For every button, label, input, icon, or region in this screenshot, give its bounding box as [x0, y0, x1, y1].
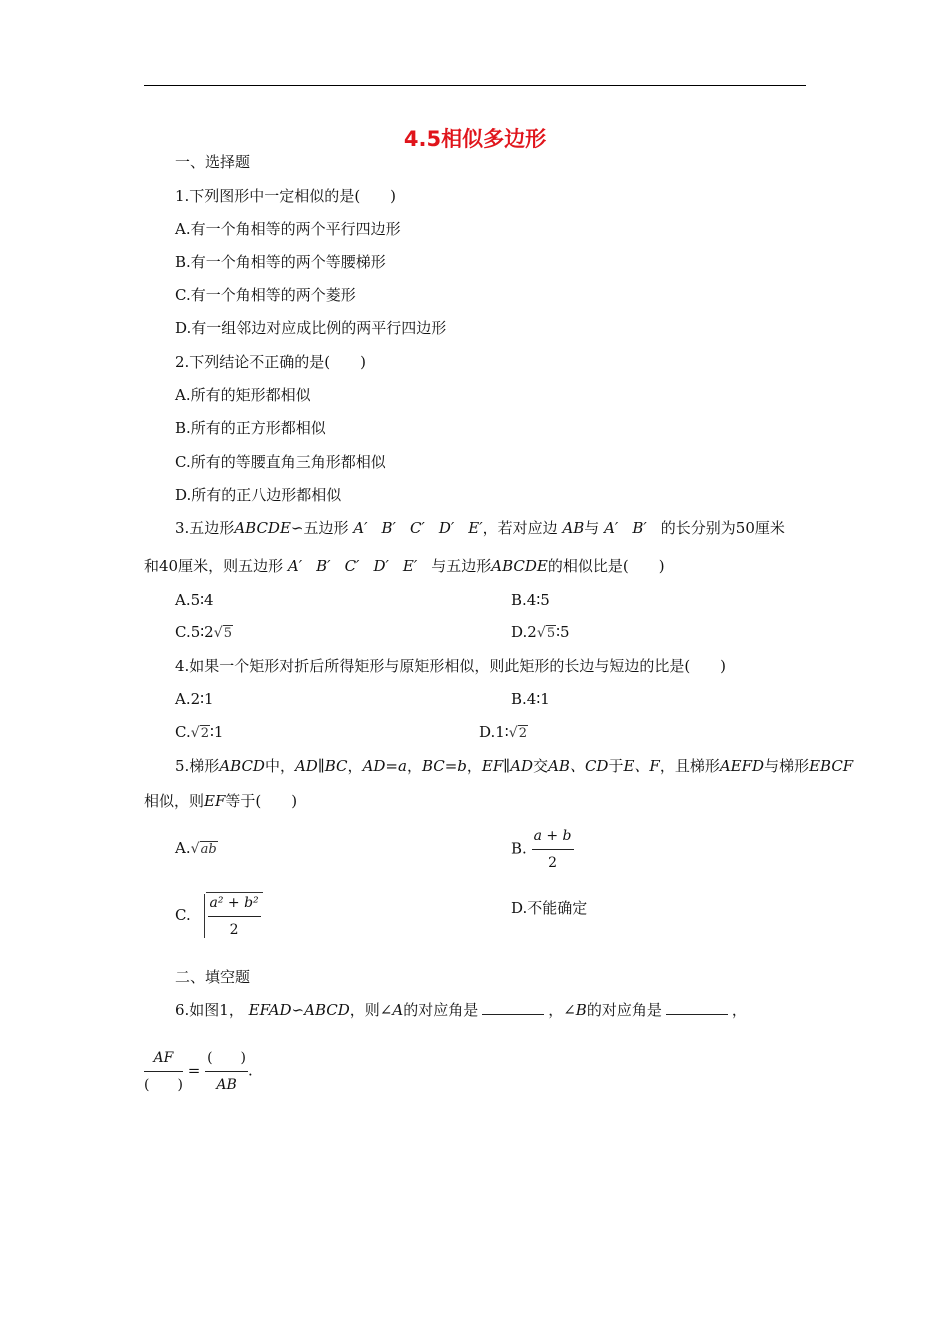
q3-vertex-d-prime: D′	[438, 519, 455, 537]
q5-bc-equals-b: BC=b	[421, 757, 467, 775]
fraction-numerator: ( )	[207, 1050, 247, 1066]
q3-vertex-a-prime: A′	[287, 557, 303, 575]
q5-option-b	[511, 826, 574, 873]
q5-option-a	[175, 838, 218, 860]
q6-text: ，	[731, 1001, 747, 1019]
page-title: 4.5相似多边形	[403, 127, 547, 151]
q6-text: ，则∠	[349, 1001, 393, 1019]
q3-vertex-b-prime: B′	[316, 557, 331, 575]
q6-text: 的对应角是	[586, 1001, 662, 1019]
q5-text: ，	[466, 757, 482, 775]
q3-text: 与	[584, 519, 600, 537]
q3-text: ∽五边形	[290, 519, 349, 537]
period: .	[248, 1061, 253, 1080]
q5-text: 于	[608, 757, 624, 775]
q2-option-a: A.所有的矩形都相似	[175, 386, 311, 404]
q5-points-e-f: E、F	[623, 757, 660, 775]
q5-option-d: D.不能确定	[511, 899, 588, 917]
radicand: 5	[223, 626, 232, 641]
q3-vertex-a-prime: A′	[353, 519, 368, 537]
q5-text: 等于( )	[225, 792, 298, 810]
q5-segment-ef: EF	[204, 792, 226, 810]
q5-option-c-text: C.	[175, 906, 191, 924]
q3-option-d	[511, 622, 570, 644]
fraction-denominator: AB	[216, 1077, 237, 1093]
q5-stem-line1	[175, 756, 853, 776]
fraction	[205, 1048, 248, 1095]
fraction-numerator: a² + b²	[209, 895, 259, 911]
sqrt-symbol	[537, 624, 556, 644]
q6-angle-b: B	[575, 1001, 587, 1019]
q3-pentagon-abcde: ABCDE	[234, 519, 291, 537]
q6-text: 6.如图1，	[175, 1001, 244, 1019]
q2-option-b: B.所有的正方形都相似	[175, 419, 326, 437]
q3-vertex-e-prime: E′	[402, 557, 418, 575]
sqrt-symbol	[214, 624, 233, 644]
q6-similarity: EFAD∽ABCD	[248, 1001, 350, 1019]
q5-parallel-ef-ad: EF∥AD	[481, 757, 534, 775]
q3-vertex-d-prime: D′	[373, 557, 389, 575]
radicand: 2	[200, 726, 209, 741]
q3-option-a: A.5∶4	[175, 591, 214, 609]
q5-stem-line2	[144, 791, 297, 811]
header-rule	[144, 85, 806, 86]
q3-option-c-text: C.5∶2	[175, 623, 214, 641]
q4-option-b: B.4∶1	[511, 690, 550, 708]
sqrt-symbol	[191, 724, 210, 744]
q3-stem-line1	[175, 518, 785, 538]
q4-option-c-text: C.	[175, 723, 191, 741]
fraction-numerator: AF	[153, 1050, 174, 1066]
q5-text: ，且梯形	[659, 757, 720, 775]
q5-ad-equals-a: AD=a	[362, 757, 407, 775]
q6-text: ，∠	[548, 1001, 576, 1019]
fraction	[532, 826, 574, 873]
fraction-denominator: 2	[548, 855, 558, 871]
q4-option-a: A.2∶1	[175, 690, 214, 708]
fraction	[144, 1048, 183, 1095]
fraction-denominator: ( )	[144, 1077, 183, 1093]
answer-blank	[666, 1000, 728, 1015]
section-choice-heading: 一、选择题	[175, 153, 251, 171]
sqrt-symbol	[196, 892, 263, 940]
q3-stem-line2	[144, 556, 665, 576]
q3-text: 与五边形	[431, 557, 492, 575]
section-fill-heading: 二、填空题	[175, 968, 251, 986]
q1-option-b: B.有一个角相等的两个等腰梯形	[175, 253, 386, 271]
q3-text: ，若对应边	[482, 519, 558, 537]
q6-angle-a: A	[392, 1001, 404, 1019]
q3-vertex-b-prime: B′	[632, 519, 647, 537]
q5-text: 交	[533, 757, 549, 775]
q5-text: 与梯形	[764, 757, 810, 775]
q3-text: 和40厘米，则五边形	[144, 557, 284, 575]
q4-option-d	[479, 722, 528, 744]
radicand: 5	[546, 626, 556, 641]
q3-option-c	[175, 622, 233, 644]
q4-stem: 4.如果一个矩形对折后所得矩形与原矩形相似，则此矩形的长边与短边的比是( )	[175, 657, 727, 675]
fraction-bar	[208, 916, 261, 917]
q3-vertex-c-prime: C′	[409, 519, 425, 537]
q6-text: 的对应角是	[403, 1001, 479, 1019]
answer-blank	[482, 1000, 544, 1015]
q5-text: 相似，则	[144, 792, 205, 810]
q3-text: 的相似比是( )	[547, 557, 665, 575]
q3-text: 3.五边形	[175, 519, 235, 537]
fraction-bar	[532, 849, 574, 850]
q5-trapezoid-aefd: AEFD	[719, 757, 765, 775]
q5-text: ，	[406, 757, 422, 775]
q3-vertex-e-prime: E′	[468, 519, 483, 537]
radicand: 2	[518, 726, 527, 741]
fraction-bar	[205, 1071, 248, 1072]
q3-option-d-text: ∶5	[556, 623, 570, 641]
q5-parallel-ad-bc: AD∥BC	[294, 757, 348, 775]
q3-side-ab: AB	[562, 519, 585, 537]
fraction-numerator: a + b	[533, 828, 572, 844]
q5-sides-ab-cd: AB、CD	[548, 757, 609, 775]
q1-option-d: D.有一组邻边对应成比例的两平行四边形	[175, 319, 447, 337]
q5-option-b-text: B.	[511, 839, 527, 858]
q1-option-c: C.有一个角相等的两个菱形	[175, 286, 356, 304]
fraction-bar	[144, 1071, 183, 1072]
q5-option-a-text: A.	[175, 839, 191, 857]
q3-vertex-a-prime: A′	[604, 519, 619, 537]
q1-option-a: A.有一个角相等的两个平行四边形	[175, 220, 401, 238]
fraction-denominator: 2	[229, 922, 239, 938]
q3-text: 的长分别为50厘米	[660, 519, 785, 537]
q3-option-b: B.4∶5	[511, 591, 550, 609]
q5-option-c	[175, 892, 263, 940]
fraction	[206, 892, 263, 940]
q2-option-c: C.所有的等腰直角三角形都相似	[175, 453, 386, 471]
q5-trapezoid-abcd: ABCD	[219, 757, 265, 775]
q5-text: 中，	[264, 757, 295, 775]
q3-vertex-b-prime: B′	[381, 519, 396, 537]
q5-trapezoid-ebcf: EBCF	[809, 757, 854, 775]
q2-option-d: D.所有的正八边形都相似	[175, 486, 342, 504]
q4-option-c-text: ∶1	[210, 723, 224, 741]
q2-stem: 2.下列结论不正确的是( )	[175, 353, 367, 371]
radicand: ab	[200, 842, 217, 857]
q6-stem-line1	[175, 1000, 747, 1020]
q5-text: 5.梯形	[175, 757, 220, 775]
q6-proportion	[144, 1048, 253, 1095]
radical-hook	[196, 894, 205, 938]
q3-vertex-c-prime: C′	[344, 557, 360, 575]
sqrt-symbol	[191, 840, 218, 860]
q5-text: ，	[347, 757, 363, 775]
q3-option-d-text: D.2	[511, 623, 537, 641]
q1-stem: 1.下列图形中一定相似的是( )	[175, 187, 397, 205]
q4-option-d-text: D.1∶	[479, 723, 509, 741]
q3-pentagon-abcde: ABCDE	[491, 557, 548, 575]
q4-option-c	[175, 722, 223, 744]
equals-sign: =	[187, 1061, 201, 1080]
sqrt-symbol	[509, 724, 528, 744]
